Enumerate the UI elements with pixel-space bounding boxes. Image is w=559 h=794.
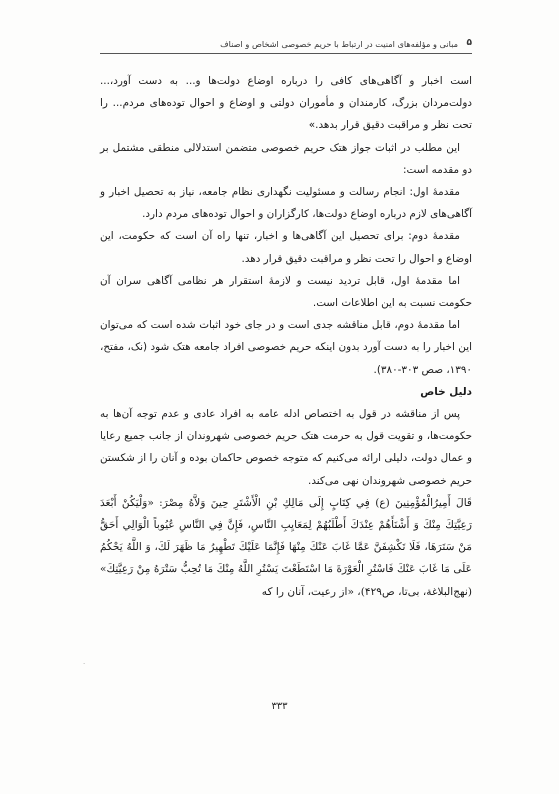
header-running-title: مبانی و مؤلفه‌های امنیت در ارتباط با حریم خصوصی اشخاص و اصناف [220,39,458,49]
paragraph-first-premise-evaluation: اما مقدمهٔ اول، قابل تردید نیست و لازمهٔ استقرار هر نظامی آگاهی سران آن حکومت نسبت به این اطلاعات است. [100,274,472,310]
section-heading: دلیل خاص [420,385,472,398]
page-number: ۳۳۳ [271,701,288,712]
paragraph-arabic-quotation: قَالَ أَمِيرُالْمُؤْمِنِينَ (ع) فِي كِتَابٍ إِلَى مَالِكِ بْنِ الْأَشْتَرِ حِينَ وَلاَّهُ مِصْرَ: «وَلْيَكُنْ أَبْعَدَ رَعِيَّتِكَ مِنْكَ وَ أَشْنَأَهُمْ عِنْدَكَ أَطْلَبُهُمْ لِمَعَايِبِ النَّاسِ، فَإِنَّ فِي النَّاسِ عُيُوباً الْوَالِي أَحَقُّ مَنْ سَتَرَهَا، فَلَا تَكْشِفَنَّ عَمَّا غَابَ عَنْكَ مِنْهَا فَإِنَّمَا عَلَيْكَ تَطْهِيرُ مَا ظَهَرَ لَكَ، وَ اللَّهُ يَحْكُمُ عَلَى مَا غَابَ عَنْكَ فَاسْتُرِ الْعَوْرَةَ مَا اسْتَطَعْتَ يَسْتُرِ اللَّهُ مِنْكَ مَا تُحِبُّ سَتْرَهُ مِنْ رَعِيَّتِكَ» (نهج‌البلاغة، بی‌تا، ص۴۲۹)، «از رعیت، آنان را که [100,496,472,598]
paragraph-argument-intro: این مطلب در اثبات جواز هتک حریم خصوصی متضمن استدلالی منطقی مشتمل بر دو مقدمه است: [100,141,472,176]
paragraph-second-premise-evaluation: اما مقدمهٔ دوم، قابل مناقشه جدی است و در جای خود اثبات شده است که می‌توان این اخبار را به دست آورد بدون اینکه حریم خصوصی افراد جامعه هتک شود (نک، مفتح، ۱۳۹۰، صص ۳۰۳-۳۸۰). [100,319,472,376]
paragraph-continuation: است اخبار و آگاهی‌های کافی را درباره اوضاع دولت‌ها و... به دست آورد،... دولت‌مردان بزرگ، کارمندان و مأموران دولتی و اوضاع و احوال توده‌های مردم... را تحت نظر و مراقبت دقیق قرار بدهد.» [100,75,472,132]
body-text [100,70,472,603]
header-divider [100,53,472,54]
running-header [100,38,472,52]
paragraph-second-premise: مقدمهٔ دوم: برای تحصیل این آگاهی‌ها و اخبار، تنها راه آن است که حکومت، این اوضاع و احوال را تحت نظر و مراقبت دقیق قرار دهد. [100,230,472,265]
paragraph-specific-argument: پس از مناقشه در قول به اختصاص ادله عامه به افراد عادی و عدم توجه آن‌ها به حکومت‌ها، و تقویت قول به حرمت هتک حریم خصوصی شهروندان از جانب جمیع رعایا و عمال دولت، دلیلی ارائه می‌کنیم که متوجه خصوص حاکمان بوده و آنان را از شکستن حریم خصوصی شهروندان نهی می‌کند. [100,408,472,487]
margin-mark: · [83,660,86,668]
header-page-marker: ۵ [466,38,472,48]
paragraph-first-premise: مقدمهٔ اول: انجام رسالت و مسئولیت نگهداری نظام جامعه، نیاز به تحصیل اخبار و آگاهی‌های لازم درباره اوضاع دولت‌ها، کارگزاران و احوال توده‌های مردم دارد. [100,186,472,221]
